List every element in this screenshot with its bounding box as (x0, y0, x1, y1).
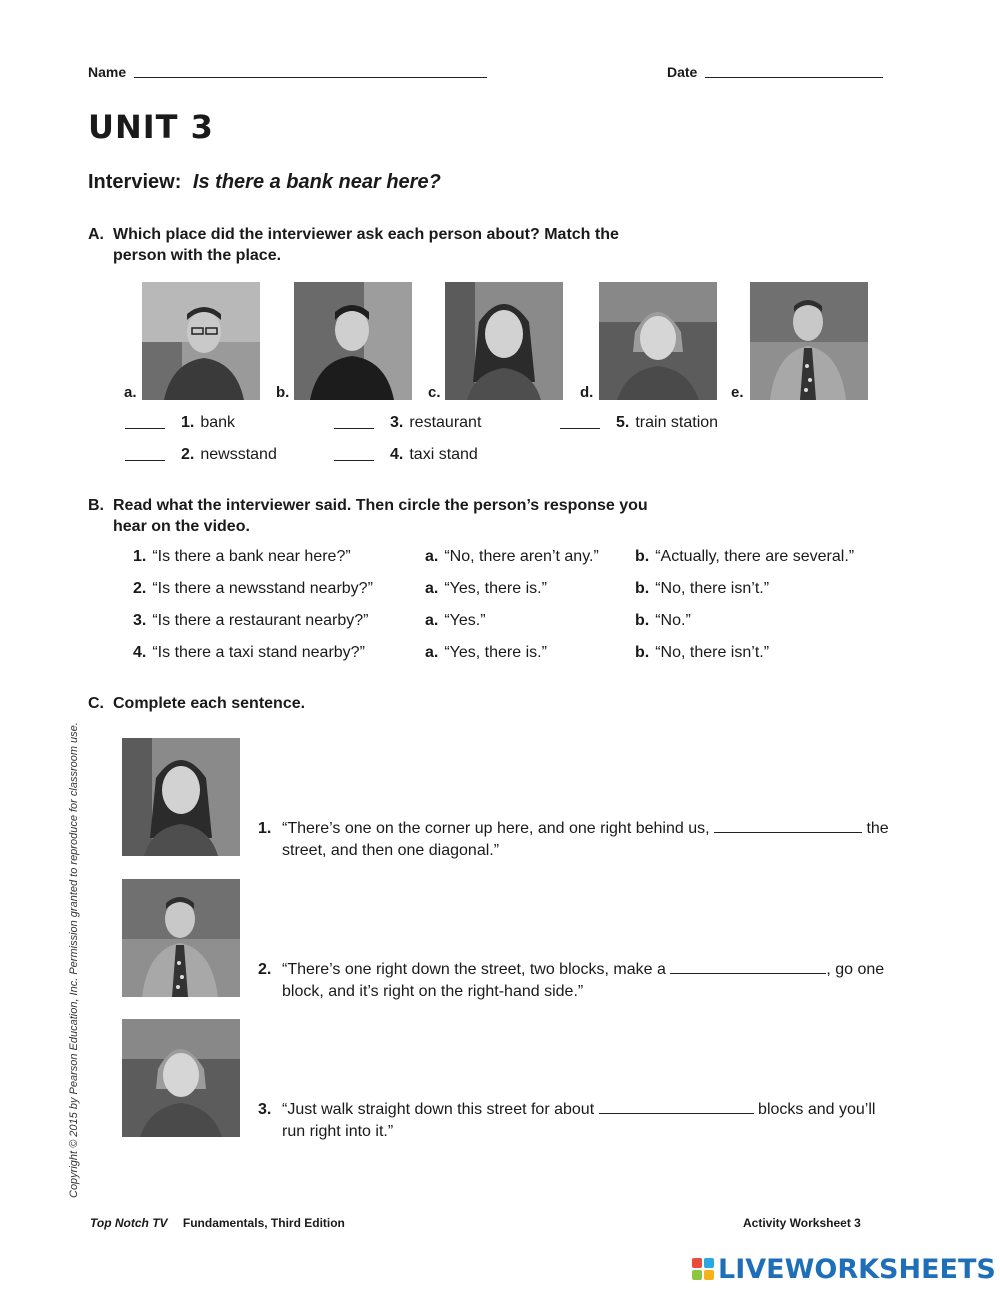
match-item-5: 5. train station (560, 414, 718, 432)
section-b-heading (88, 495, 768, 539)
answer-blank[interactable] (714, 818, 862, 833)
photo-letter-d: d. (580, 384, 594, 401)
sentence-item-3: 3. “Just walk straight down this street for about blocks and you’ll run right into it.” (258, 1101, 876, 1140)
section-c-heading (88, 693, 488, 715)
name-label: Name (88, 64, 127, 80)
section-b-letter: B. (88, 497, 104, 514)
response-b-3[interactable]: b. “No.” (635, 612, 691, 629)
question-row-1: 1. “Is there a bank near here?” (133, 548, 351, 565)
photo-letter-a: a. (124, 384, 137, 401)
section-b-instruction: Read what the interviewer said. Then circle the person’s response you hear on the video. (113, 497, 648, 535)
man-tie-photo (750, 282, 868, 400)
section-a-heading (88, 224, 768, 268)
match-item-2: 2. newsstand (125, 446, 277, 464)
copyright-notice: Copyright © 2015 by Pearson Education, Inc. Permission granted to reproduce for classroom use. (68, 722, 80, 1198)
logo-squares-icon (692, 1258, 714, 1280)
sentence-item-1: 1. “There’s one on the corner up here, and one right behind us, the street, and then one diagonal.” (258, 820, 889, 859)
photo-letter-c: c. (428, 384, 441, 401)
match-item-4: 4. taxi stand (334, 446, 478, 464)
man-tie-photo (122, 879, 240, 997)
footer-left (90, 1216, 345, 1230)
question-row-3: 3. “Is there a restaurant nearby?” (133, 612, 369, 629)
woman-long-hair-photo (445, 282, 563, 400)
woman-long-hair-photo (122, 738, 240, 856)
section-c-letter: C. (88, 695, 104, 712)
match-item-3: 3. restaurant (334, 414, 481, 432)
question-row-4: 4. “Is there a taxi stand nearby?” (133, 644, 365, 661)
answer-blank[interactable] (334, 460, 374, 461)
footer-edition: Fundamentals, Third Edition (182, 1216, 345, 1230)
logo-text: LIVEWORKSHEETS (718, 1253, 996, 1285)
woman-short-hair-photo (599, 282, 717, 400)
response-b-2[interactable]: b. “No, there isn’t.” (635, 580, 770, 597)
answer-blank[interactable] (334, 428, 374, 429)
section-a-instruction: Which place did the interviewer ask each person about? Match the person with the place. (113, 226, 619, 264)
photo-letter-b: b. (276, 384, 290, 401)
answer-blank[interactable] (670, 959, 826, 974)
answer-blank[interactable] (599, 1099, 754, 1114)
response-a-2[interactable]: a. “Yes, there is.” (425, 580, 547, 597)
answer-blank[interactable] (125, 428, 165, 429)
date-field[interactable] (705, 77, 883, 78)
answer-blank[interactable] (125, 460, 165, 461)
man-short-hair-photo (294, 282, 412, 400)
name-field[interactable] (134, 77, 487, 78)
footer-worksheet: Activity Worksheet 3 (743, 1216, 861, 1230)
response-b-4[interactable]: b. “No, there isn’t.” (635, 644, 770, 661)
photo-letter-e: e. (731, 384, 744, 401)
liveworksheets-logo[interactable] (692, 1252, 996, 1286)
response-a-4[interactable]: a. “Yes, there is.” (425, 644, 547, 661)
date-label: Date (667, 64, 698, 80)
page-subtitle (88, 171, 441, 194)
subtitle-title: Is there a bank near here? (192, 171, 441, 193)
sentence-item-2: 2. “There’s one right down the street, two blocks, make a , go one block, and it’s right on the right-hand side.” (258, 961, 885, 1000)
question-row-2: 2. “Is there a newsstand nearby?” (133, 580, 373, 597)
woman-short-hair-photo (122, 1019, 240, 1137)
subtitle-prefix: Interview: (88, 171, 182, 193)
match-item-1: 1. bank (125, 414, 235, 432)
response-a-3[interactable]: a. “Yes.” (425, 612, 486, 629)
man-glasses-photo (142, 282, 260, 400)
response-b-1[interactable]: b. “Actually, there are several.” (635, 548, 855, 565)
section-c-instruction: Complete each sentence. (113, 695, 306, 712)
footer-series: Top Notch TV (90, 1216, 168, 1230)
response-a-1[interactable]: a. “No, there aren’t any.” (425, 548, 599, 565)
answer-blank[interactable] (560, 428, 600, 429)
section-a-letter: A. (88, 226, 104, 243)
unit-title: UNIT 3 (88, 108, 214, 146)
